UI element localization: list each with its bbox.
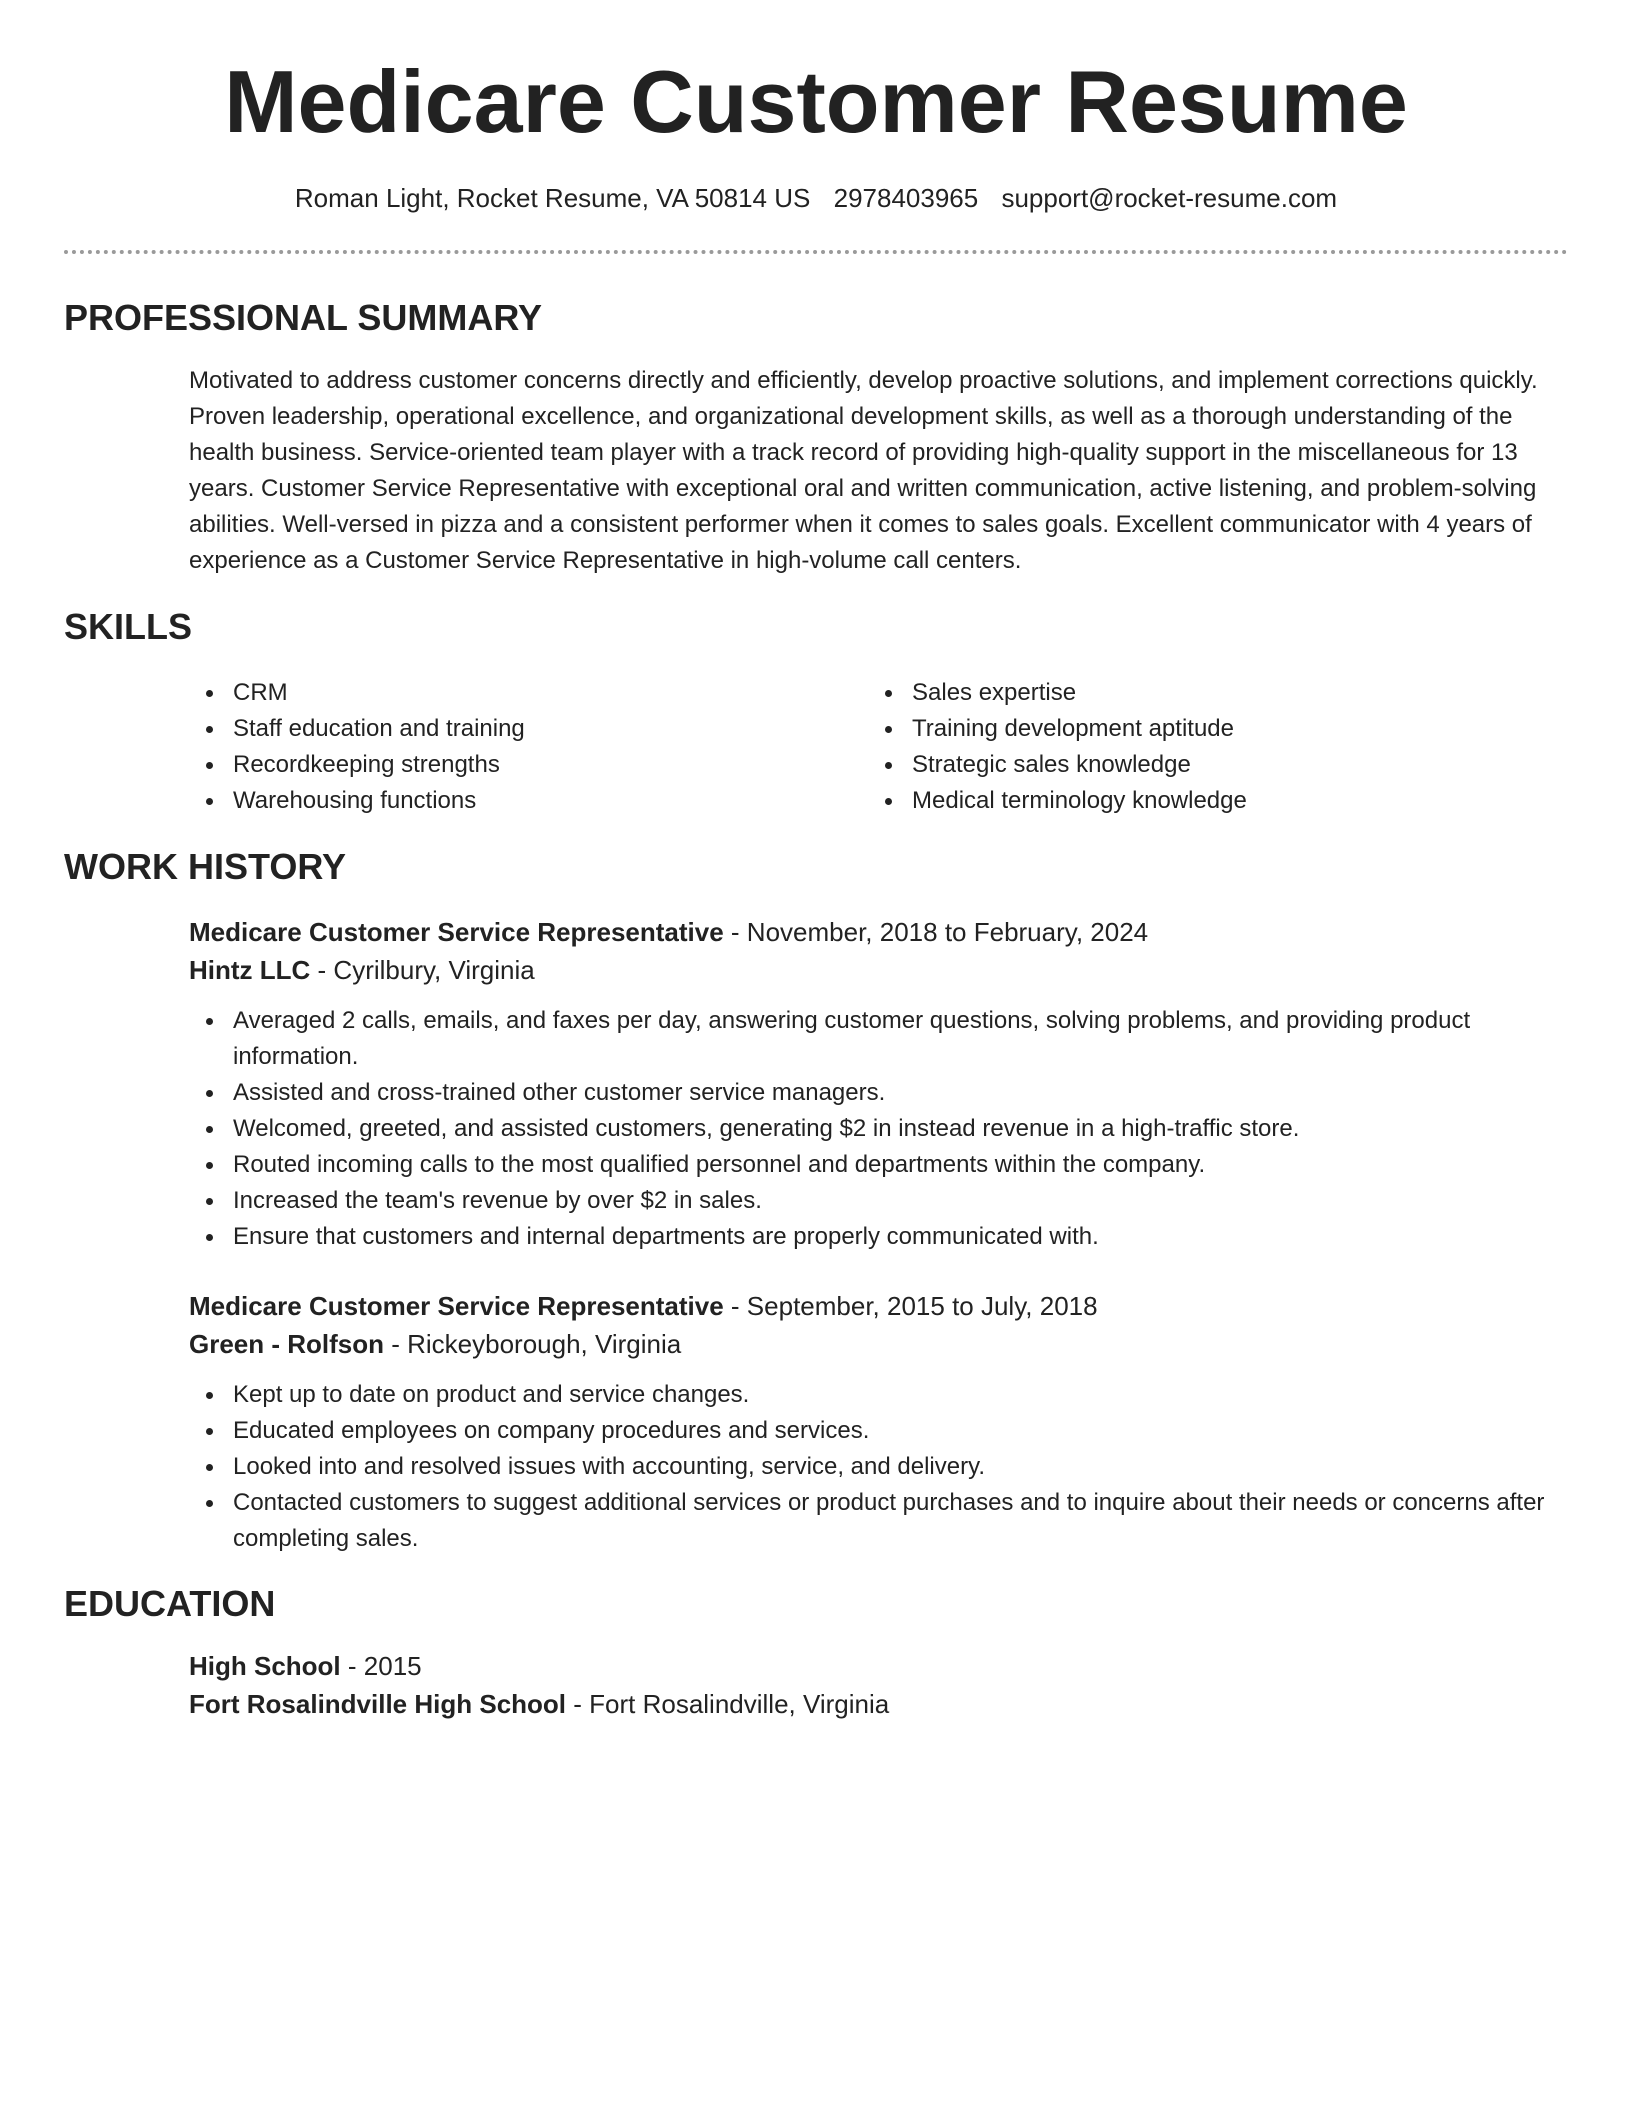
job-company: Hintz LLC <box>189 955 311 985</box>
job-title-line <box>189 913 1549 951</box>
education-school: Fort Rosalindville High School <box>189 1689 567 1719</box>
job-duty: Routed incoming calls to the most qualified personnel and departments within the company. <box>189 1147 1549 1183</box>
job-duties-list <box>189 1377 1549 1557</box>
contact-address: Roman Light, Rocket Resume, VA 50814 US <box>294 183 811 213</box>
job-duty: Increased the team's revenue by over $2 in sales. <box>189 1183 1549 1219</box>
contact-email: support@rocket-resume.com <box>1001 183 1338 213</box>
contact-phone: 2978403965 <box>833 183 979 213</box>
skill-item: Sales expertise <box>868 675 1488 711</box>
job-duty: Assisted and cross-trained other customer service managers. <box>189 1075 1549 1111</box>
skills-column-left <box>189 675 809 819</box>
skill-item: Warehousing functions <box>189 783 809 819</box>
job-entry <box>189 913 1549 1255</box>
education-year: - 2015 <box>340 1651 422 1681</box>
education-location: - Fort Rosalindville, Virginia <box>566 1689 890 1719</box>
work-history-heading: WORK HISTORY <box>64 846 347 887</box>
contact-line <box>0 180 1632 216</box>
education-degree-line <box>189 1647 1549 1685</box>
summary-text: Motivated to address customer concerns directly and efficiently, develop proactive solutions, and implement corrections quickly. Proven leadership, operational excellence, and organizational development skills, as well as a thorough understanding of the health business. Service-oriented team player with a track record of providing high-quality support in the miscellaneous for 13 years. Customer Service Representative with exceptional oral and written communication, active listening, and problem-solving abilities. Well-versed in pizza and a consistent performer when it comes to sales goals. Excellent communicator with 4 years of experience as a Customer Service Representative in high-volume call centers. <box>189 367 1538 574</box>
job-duty: Kept up to date on product and service changes. <box>189 1377 1549 1413</box>
skill-item: Medical terminology knowledge <box>868 783 1488 819</box>
job-location: - Rickeyborough, Virginia <box>384 1329 682 1359</box>
job-entry <box>189 1287 1549 1557</box>
job-duty: Averaged 2 calls, emails, and faxes per day, answering customer questions, solving problems, and providing product information. <box>189 1003 1549 1075</box>
job-company-line <box>189 951 1549 989</box>
job-title-line <box>189 1287 1549 1325</box>
job-location: - Cyrilbury, Virginia <box>310 955 535 985</box>
header-divider <box>64 250 1568 254</box>
skills-section <box>189 675 1549 825</box>
resume-title: Medicare Customer Resume <box>224 52 1408 151</box>
skills-column-right <box>868 675 1488 819</box>
education-heading: EDUCATION <box>64 1583 276 1624</box>
skill-item: Training development aptitude <box>868 711 1488 747</box>
job-company-line <box>189 1325 1549 1363</box>
job-duty: Ensure that customers and internal departments are properly communicated with. <box>189 1219 1549 1255</box>
summary-section <box>189 363 1549 579</box>
skill-item: Staff education and training <box>189 711 809 747</box>
job-dates: - November, 2018 to February, 2024 <box>723 917 1149 947</box>
education-entry <box>189 1647 1549 1723</box>
education-degree: High School <box>189 1651 341 1681</box>
job-duty: Welcomed, greeted, and assisted customers, generating $2 in instead revenue in a high-traffic store. <box>189 1111 1549 1147</box>
job-dates: - September, 2015 to July, 2018 <box>723 1291 1098 1321</box>
job-company: Green - Rolfson <box>189 1329 385 1359</box>
job-duty: Educated employees on company procedures and services. <box>189 1413 1549 1449</box>
education-school-line <box>189 1685 1549 1723</box>
job-duty: Contacted customers to suggest additional services or product purchases and to inquire about their needs or concerns after completing sales. <box>189 1485 1549 1557</box>
skills-list-right <box>868 675 1488 819</box>
job-title: Medicare Customer Service Representative <box>189 1291 724 1321</box>
skill-item: Strategic sales knowledge <box>868 747 1488 783</box>
summary-heading: PROFESSIONAL SUMMARY <box>64 297 543 338</box>
skill-item: CRM <box>189 675 809 711</box>
job-duty: Looked into and resolved issues with accounting, service, and delivery. <box>189 1449 1549 1485</box>
skills-heading: SKILLS <box>64 606 193 647</box>
skill-item: Recordkeeping strengths <box>189 747 809 783</box>
skills-list-left <box>189 675 809 819</box>
job-duties-list <box>189 1003 1549 1255</box>
job-title: Medicare Customer Service Representative <box>189 917 724 947</box>
